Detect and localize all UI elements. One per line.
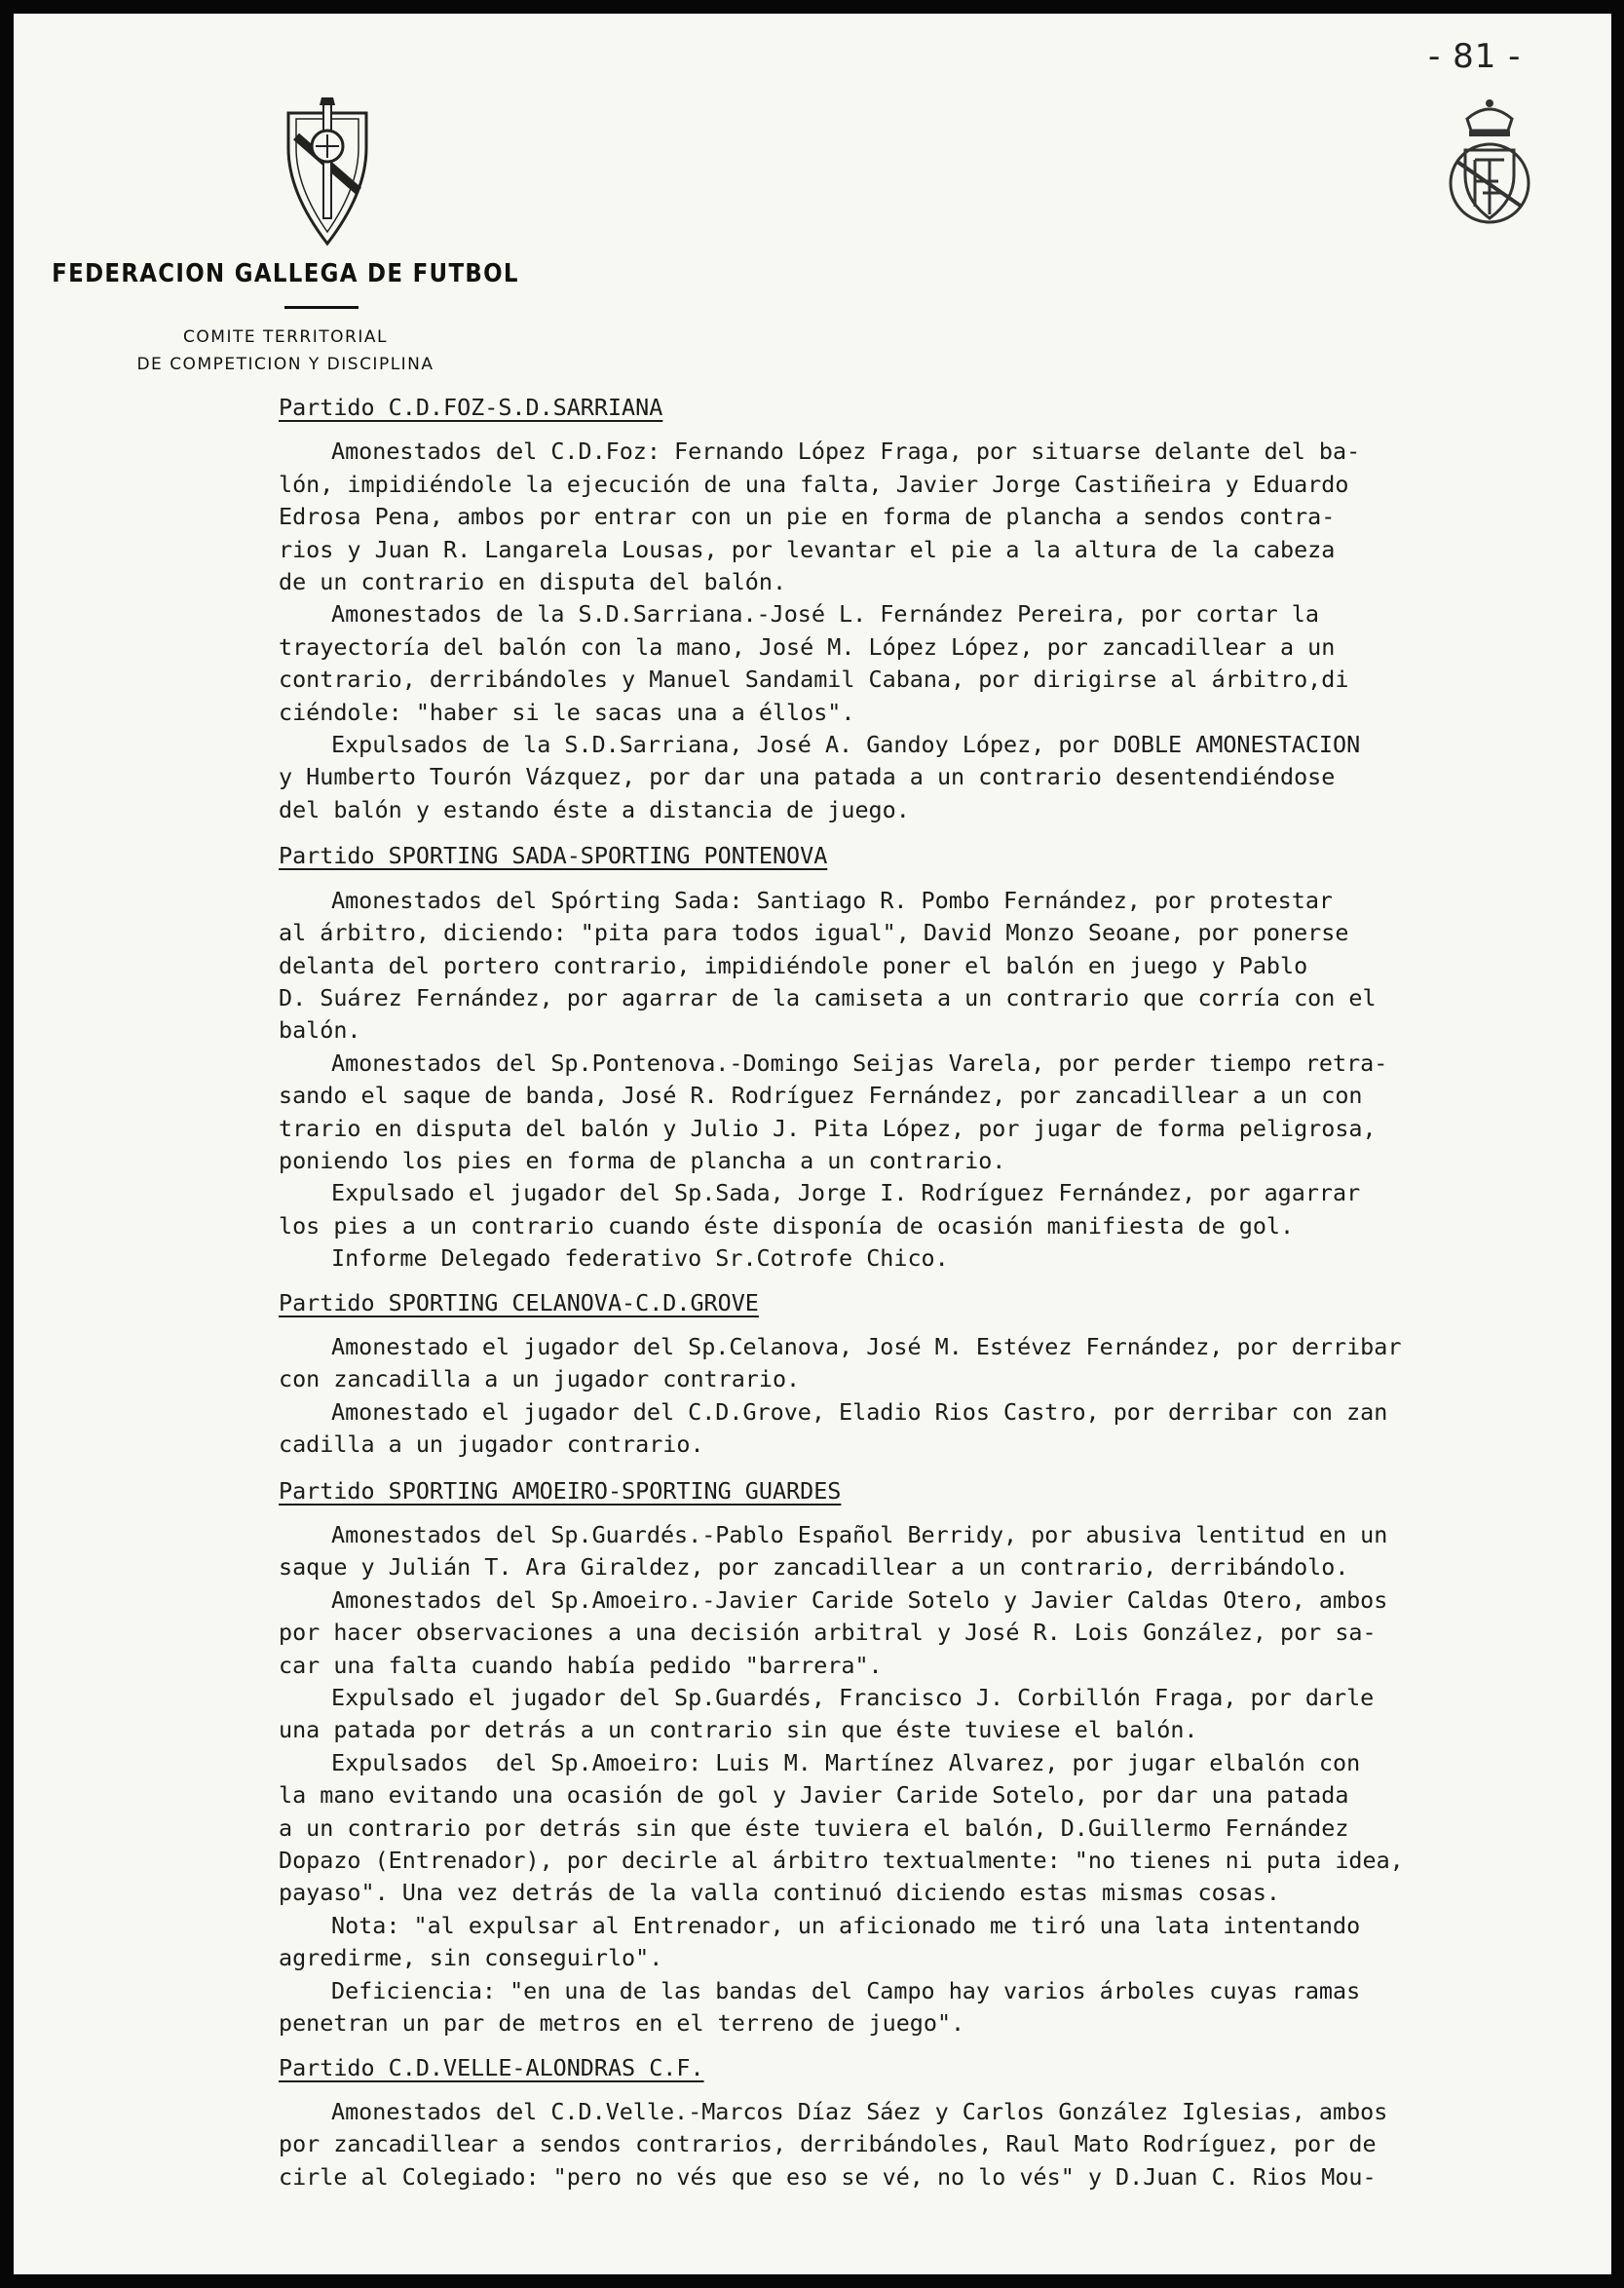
text-line: Amonestado el jugador del C.D.Grove, Eladio Rios Castro, por derribar con zan	[331, 1397, 1388, 1426]
text-line: car una falta cuando había pedido "barrera".	[279, 1651, 883, 1679]
sanction-paragraph	[279, 1584, 1611, 1682]
sanction-paragraph	[279, 729, 1611, 826]
match-title	[279, 840, 1611, 872]
sanction-paragraph	[279, 598, 1611, 729]
text-line: cadilla a un jugador contrario.	[279, 1430, 704, 1459]
text-line: ciéndole: "haber si le sacas una a éllos".	[279, 698, 855, 726]
text-line: cirle al Colegiado: "pero no vés que eso se vé, no lo vés" y D.Juan C. Rios Mou-	[279, 2162, 1377, 2191]
sanction-paragraph	[279, 1396, 1611, 1462]
text-line: balón.	[279, 1016, 361, 1045]
sanction-paragraph	[279, 885, 1611, 1048]
sanction-paragraph	[279, 1048, 1611, 1178]
text-line: trayectoría del balón con la mano, José M. López López, por zancadillear a un	[279, 632, 1336, 661]
text-line: Expulsados de la S.D.Sarriana, José A. Gandoy López, por DOBLE AMONESTACION	[331, 731, 1361, 759]
text-line: Amonestados del Sp.Amoeiro.-Javier Caride Sotelo y Javier Caldas Otero, ambos	[331, 1585, 1388, 1614]
match-title	[279, 1287, 1611, 1319]
header-divider	[284, 306, 359, 309]
text-line: Amonestados del C.D.Foz: Fernando López Fraga, por situarse delante del ba-	[331, 438, 1361, 466]
match-title-text: Partido SPORTING CELANOVA-C.D.GROVE	[279, 1288, 759, 1316]
text-line: Amonestados del C.D.Velle.-Marcos Díaz Sáez y Carlos González Iglesias, ambos	[331, 2097, 1388, 2125]
text-line: a un contrario por detrás sin que éste tuviera el balón, D.Guillermo Fernández	[279, 1813, 1349, 1842]
text-line: rios y Juan R. Langarela Lousas, por levantar el pie a la altura de la cabeza	[279, 535, 1336, 563]
text-line: Informe Delegado federativo Sr.Cotrofe Chico.	[331, 1244, 949, 1273]
text-line: los pies a un contrario cuando éste disponía de ocasión manifiesta de gol.	[279, 1211, 1295, 1239]
text-line: trario en disputa del balón y Julio J. Pita López, por jugar de forma peligrosa,	[279, 1114, 1377, 1142]
document-page	[14, 14, 1611, 2274]
text-line: penetran un par de metros en el terreno de juego".	[279, 2009, 965, 2038]
sanction-paragraph	[279, 1177, 1611, 1242]
text-line: por hacer observaciones a una decisión arbitral y José R. Lois González, por sa-	[279, 1619, 1377, 1647]
page-number: - 81 -	[1428, 37, 1522, 76]
text-line: al árbitro, diciendo: "pita para todos igual", David Monzo Seoane, por ponerse	[279, 919, 1349, 947]
text-line: sando el saque de banda, José R. Rodríguez Fernández, por zancadillear a un con	[279, 1082, 1363, 1110]
federation-name: FEDERACION GALLEGA DE FUTBOL	[52, 259, 519, 288]
text-line: con zancadilla a un jugador contrario.	[279, 1365, 801, 1393]
document-body	[279, 392, 1611, 2193]
text-line: Deficiencia: "en una de las bandas del Campo hay varios árboles cuyas ramas	[331, 1976, 1361, 2004]
sanction-paragraph	[279, 1747, 1611, 1910]
text-line: de un contrario en disputa del balón.	[279, 568, 787, 596]
sanction-paragraph	[279, 1682, 1611, 1747]
text-line: por zancadillear a sendos contrarios, derribándoles, Raul Mato Rodríguez, por de	[279, 2130, 1377, 2158]
sanction-paragraph	[279, 1910, 1611, 1975]
text-line: Amonestado el jugador del Sp.Celanova, José M. Estévez Fernández, por derribar	[331, 1332, 1402, 1360]
sanction-paragraph	[279, 436, 1611, 598]
sanction-paragraph	[279, 1242, 1611, 1275]
sanction-paragraph	[279, 1975, 1611, 2040]
text-line: una patada por detrás a un contrario sin que éste tuviese el balón.	[279, 1716, 1198, 1744]
match-title	[279, 2052, 1611, 2084]
text-line: la mano evitando una ocasión de gol y Javier Caride Sotelo, por dar una patada	[279, 1781, 1349, 1810]
text-line: Amonestados del Sp.Pontenova.-Domingo Seijas Varela, por perder tiempo retra-	[331, 1049, 1388, 1077]
text-line: y Humberto Tourón Vázquez, por dar una patada a un contrario desentendiéndose	[279, 763, 1336, 791]
committee-name-line1: COMITE TERRITORIAL	[183, 327, 388, 347]
sanction-paragraph	[279, 2096, 1611, 2193]
text-line: lón, impidiéndole la ejecución de una falta, Javier Jorge Castiñeira y Eduardo	[279, 470, 1349, 498]
text-line: contrario, derribándoles y Manuel Sandamil Cabana, por dirigirse al árbitro,di	[279, 666, 1349, 694]
match-title-text: Partido C.D.VELLE-ALONDRAS C.F.	[279, 2053, 704, 2081]
text-line: Expulsado el jugador del Sp.Guardés, Francisco J. Corbillón Fraga, por darle	[331, 1684, 1375, 1712]
text-line: saque y Julián T. Ara Giraldez, por zancadillear a un contrario, derribándolo.	[279, 1553, 1349, 1582]
text-line: Nota: "al expulsar al Entrenador, un aficionado me tiró una lata intentando	[331, 1911, 1361, 1939]
match-title	[279, 1475, 1611, 1507]
text-line: Amonestados de la S.D.Sarriana.-José L. Fernández Pereira, por cortar la	[331, 600, 1319, 629]
match-title	[279, 392, 1611, 424]
text-line: delanta del portero contrario, impidiéndole poner el balón en juego y Pablo	[279, 951, 1308, 979]
text-line: Amonestados del Sp.Guardés.-Pablo Español Berridy, por abusiva lentitud en un	[331, 1521, 1388, 1548]
match-title-text: Partido SPORTING AMOEIRO-SPORTING GUARDES	[279, 1476, 842, 1505]
text-line: payaso". Una vez detrás de la valla continuó diciendo estas mismas cosas.	[279, 1879, 1281, 1907]
text-line: Expulsados del Sp.Amoeiro: Luis M. Martínez Alvarez, por jugar elbalón con	[331, 1748, 1361, 1776]
text-line: Edrosa Pena, ambos por entrar con un pie en forma de plancha a sendos contra-	[279, 503, 1336, 531]
match-title-text: Partido C.D.FOZ-S.D.SARRIANA	[279, 394, 663, 421]
text-line: Amonestados del Spórting Sada: Santiago R. Pombo Fernández, por protestar	[331, 886, 1334, 914]
text-line: Expulsado el jugador del Sp.Sada, Jorge I. Rodríguez Fernández, por agarrar	[331, 1179, 1361, 1207]
committee-name-line2: DE COMPETICION Y DISCIPLINA	[136, 355, 434, 374]
text-line: del balón y estando éste a distancia de juego.	[279, 795, 910, 823]
sanction-paragraph	[279, 1519, 1611, 1584]
galician-shield-logo	[281, 97, 374, 249]
text-line: Dopazo (Entrenador), por decirle al árbitro textualmente: "no tienes ni puta idea,	[279, 1847, 1404, 1875]
text-line: D. Suárez Fernández, por agarrar de la camiseta a un contrario que corría con el	[279, 983, 1377, 1011]
text-line: poniendo los pies en forma de plancha a un contrario.	[279, 1146, 1006, 1174]
sanction-paragraph	[279, 1331, 1611, 1396]
text-line: agredirme, sin conseguirlo".	[279, 1944, 663, 1972]
match-title-text: Partido SPORTING SADA-SPORTING PONTENOVA	[279, 842, 828, 870]
rfef-crown-emblem	[1444, 92, 1535, 232]
